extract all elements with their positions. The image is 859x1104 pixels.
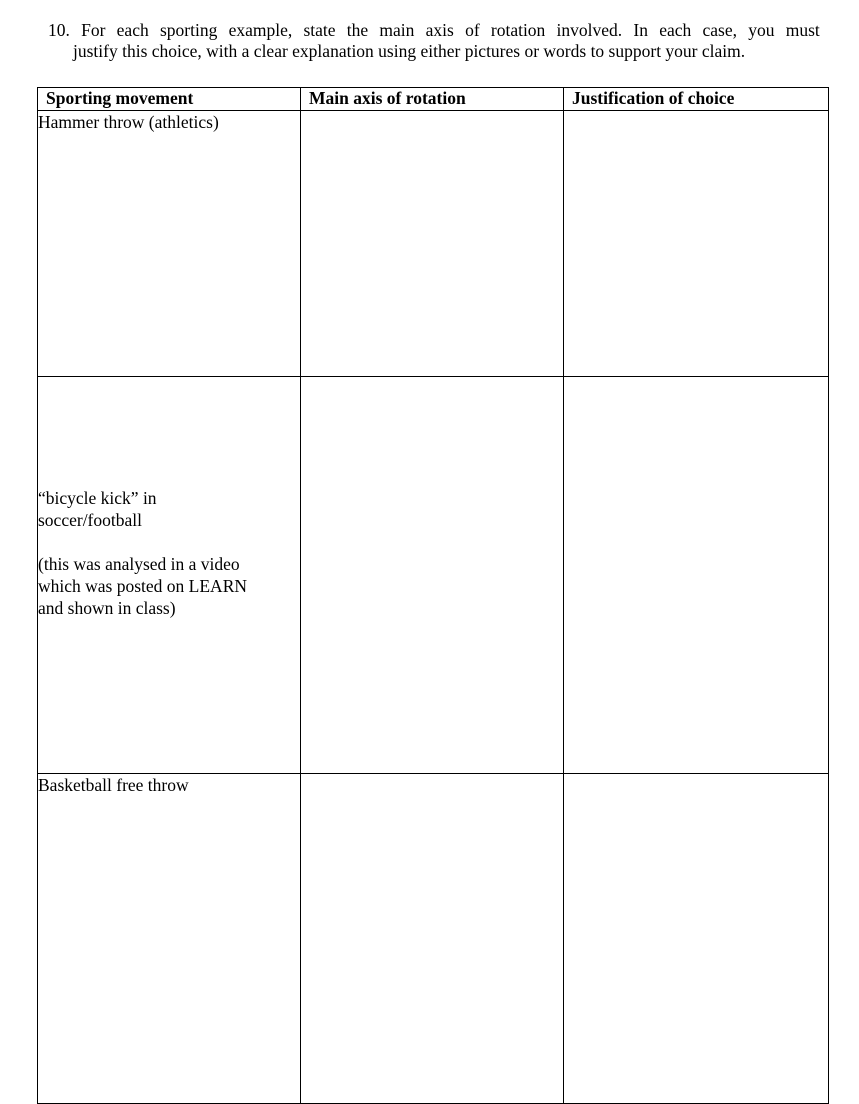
movement-label: Basketball free throw xyxy=(38,775,189,795)
table-row xyxy=(38,774,829,1104)
answer-table xyxy=(37,87,829,1104)
table-row xyxy=(38,111,829,377)
justification-answer-cell[interactable] xyxy=(564,377,829,774)
movement-cell xyxy=(38,111,301,377)
question-line-1: 10. For each sporting example, state the main axis of rotation involved. In each case, you must xyxy=(48,20,820,40)
movement-note: and shown in class) xyxy=(38,598,176,618)
table-row xyxy=(38,377,829,774)
justification-answer-cell[interactable] xyxy=(564,774,829,1104)
movement-note: which was posted on LEARN xyxy=(38,576,248,596)
question-line-2: justify this choice, with a clear explanation using either pictures or words to support your claim. xyxy=(73,41,746,61)
justification-answer-cell[interactable] xyxy=(564,111,829,377)
question-text xyxy=(48,20,820,62)
axis-answer-cell[interactable] xyxy=(301,377,564,774)
header-sporting-movement: Sporting movement xyxy=(38,88,301,111)
header-main-axis: Main axis of rotation xyxy=(301,88,564,111)
movement-label: Hammer throw (athletics) xyxy=(38,112,219,132)
axis-answer-cell[interactable] xyxy=(301,774,564,1104)
axis-answer-cell[interactable] xyxy=(301,111,564,377)
movement-note: (this was analysed in a video xyxy=(38,554,240,574)
movement-cell xyxy=(38,774,301,1104)
header-justification: Justification of choice xyxy=(564,88,829,111)
movement-label-spacer xyxy=(38,531,300,553)
movement-cell xyxy=(38,377,301,774)
movement-label: soccer/football xyxy=(38,510,142,530)
table-header-row xyxy=(38,88,829,111)
question-number: 10. xyxy=(48,20,70,40)
movement-label: “bicycle kick” in xyxy=(38,488,157,508)
